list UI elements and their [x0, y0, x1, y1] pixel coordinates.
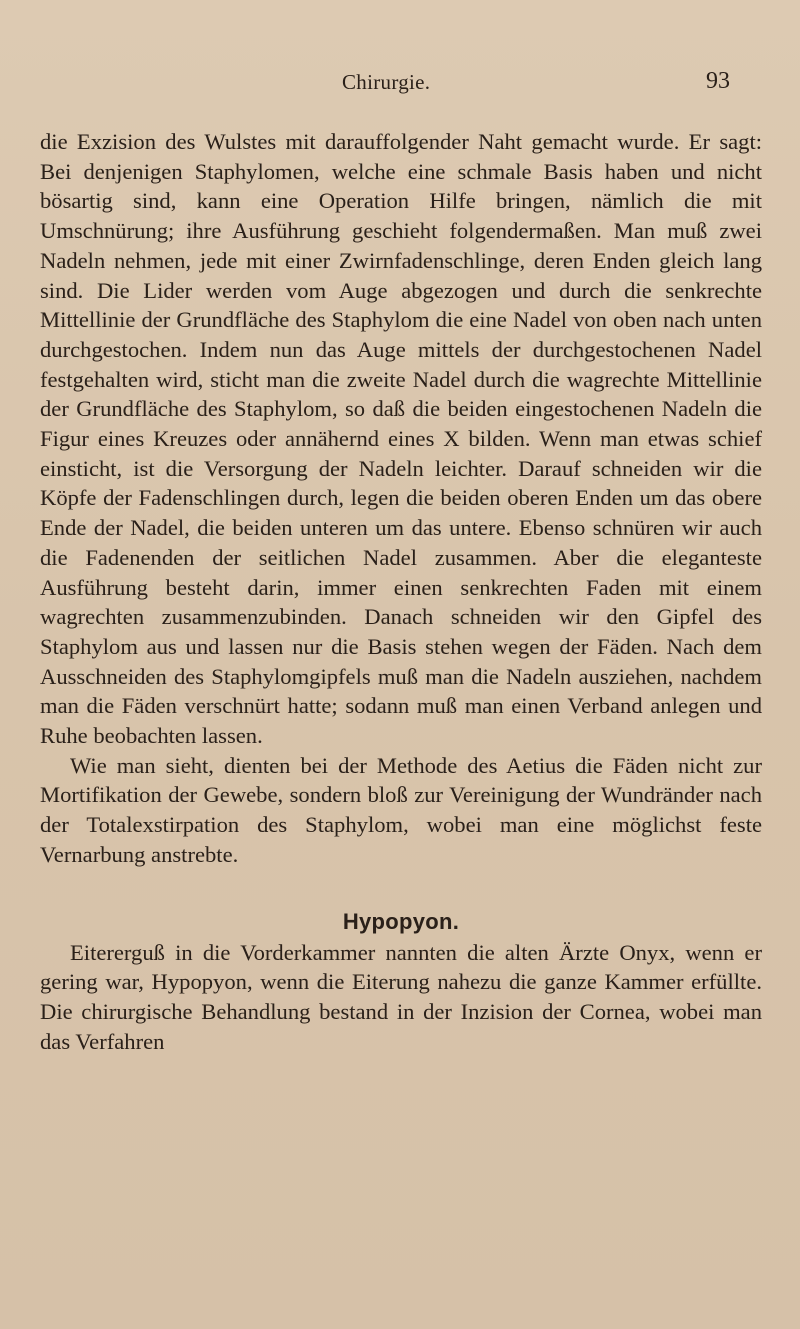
- running-head: [0, 70, 800, 100]
- page-number: 93: [706, 68, 730, 94]
- paragraph-staphylom-operation: die Exzision des Wulstes mit darauffolgender Naht gemacht wurde. Er sagt: Bei denjenigen Staphylomen, welche eine schmale Basis haben und nicht bösartig sind, kann eine Operation Hilfe bringen, nämlich die mit Umschnürung; ihre Ausführung geschieht folgendermaßen. Man muß zwei Nadeln nehmen, jede mit einer Zwirnfadenschlinge, deren Enden gleich lang sind. Die Lider werden vom Auge abgezogen und durch die senkrechte Mittellinie der Grundfläche des Staphylom die eine Nadel von oben nach unten durchgestochen. Indem nun das Auge mittels der durchgestochenen Nadel festgehalten wird, sticht man die zweite Nadel durch die wagrechte Mittellinie der Grundfläche des Staphylom, so daß die beiden eingestochenen Nadeln die Figur eines Kreuzes oder annähernd eines X bilden. Wenn man etwas schief einsticht, ist die Versorgung der Nadeln leichter. Darauf schneiden wir die Köpfe der Fadenschlingen durch, legen die beiden oberen Enden um das obere Ende der Nadel, die beiden unteren um das untere. Ebenso schnüren wir auch die Fadenenden der seitlichen Nadel zusammen. Aber die eleganteste Ausführung besteht darin, immer einen senkrechten Faden mit einem wagrechten zusammenzubinden. Danach schneiden wir den Gipfel des Staphylom aus und lassen nur die Basis stehen wegen der Fäden. Nach dem Ausschneiden des Staphylomgipfels muß man die Nadeln ausziehen, nachdem man die Fäden verschnürt hatte; sodann muß man einen Verband anlegen und Ruhe beobachten lassen.: [40, 129, 762, 749]
- running-title: Chirurgie.: [342, 70, 431, 94]
- paragraph-hypopyon: Eitererguß in die Vorderkammer nannten die alten Ärzte Onyx, wenn er gering war, Hypopyon, wenn die Eiterung nahezu die ganze Kammer erfüllte. Die chirurgische Behandlung bestand in der Inzision der Cornea, wobei man das Verfahren: [40, 939, 762, 1054]
- body-text: [40, 127, 762, 1056]
- paragraph-aetius-method: Wie man sieht, dienten bei der Methode des Aetius die Fäden nicht zur Mortifikation der Gewebe, sondern bloß zur Vereinigung der Wundränder nach der Totalexstirpation des Staphylom, wobei man eine möglichst feste Vernarbung anstrebte.: [40, 752, 762, 867]
- section-heading-hypopyon: Hypopyon.: [342, 908, 460, 934]
